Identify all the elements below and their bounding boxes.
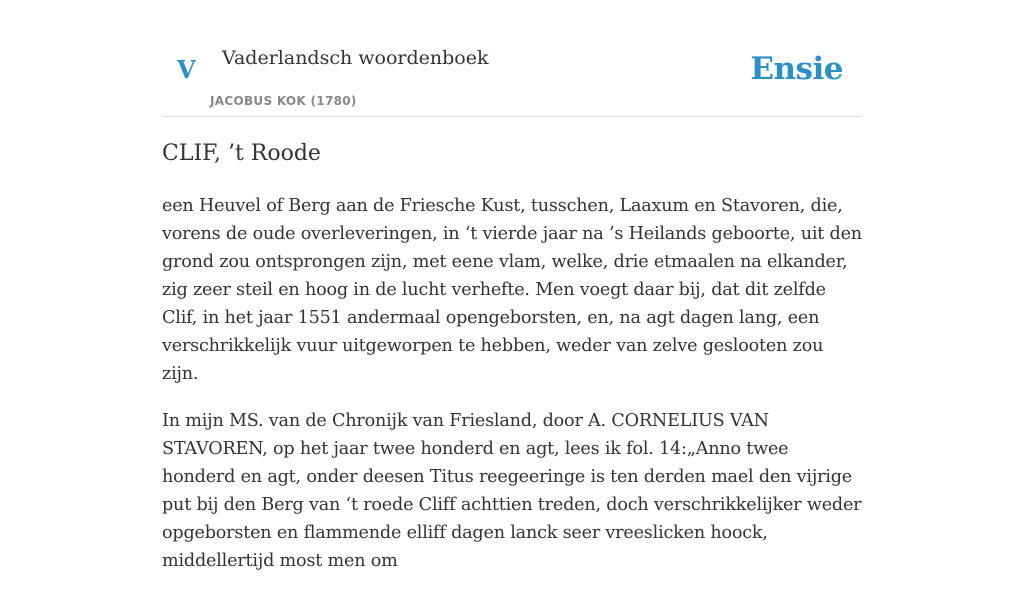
book-header bbox=[162, 0, 862, 117]
entry-title: CLIF, ’t Roode bbox=[162, 141, 321, 166]
book-title-link[interactable]: Vaderlandsch woordenboek bbox=[222, 47, 489, 69]
entry-paragraph: een Heuvel of Berg aan de Friesche Kust, tusschen, Laaxum en Stavoren, die, vorens de oude overleveringen, in ‘t vierde jaar na ’s Heilands geboorte, uit den grond zou ontsprongen zijn, met eene vlam, welke, drie etmaalen na elkander, zig zeer steil en hoog in de lucht verhefte. Men voegt daar bij, dat dit zelfde Clif, in het jaar 1551 andermaal opengeborsten, en, na agt dagen lang, een verschrikkelijk vuur uitgeworpen te hebben, weder van zelve geslooten zou zijn. bbox=[162, 196, 862, 384]
ensie-logo-link[interactable]: Ensie bbox=[750, 51, 843, 87]
book-author: JACOBUS KOK (1780) bbox=[210, 94, 357, 108]
letter-index-link[interactable]: V bbox=[177, 55, 196, 84]
entry-body bbox=[162, 192, 862, 594]
entry-paragraph: In mijn MS. van de Chronijk van Friesland, door A. CORNELIUS VAN STAVOREN, op het jaar twee honderd en agt, lees ik fol. 14:„Anno twee honderd en agt, onder deesen Titus reegeeringe is ten derden mael den vijrige put bij den Berg van ‘t roede Cliff achttien treden, doch verschrikkelijker weder opgeborsten en flammende elliff dagen lanck seer vreeslicken hoock, middellertijd most men om bbox=[162, 411, 862, 571]
page-container bbox=[162, 0, 862, 571]
